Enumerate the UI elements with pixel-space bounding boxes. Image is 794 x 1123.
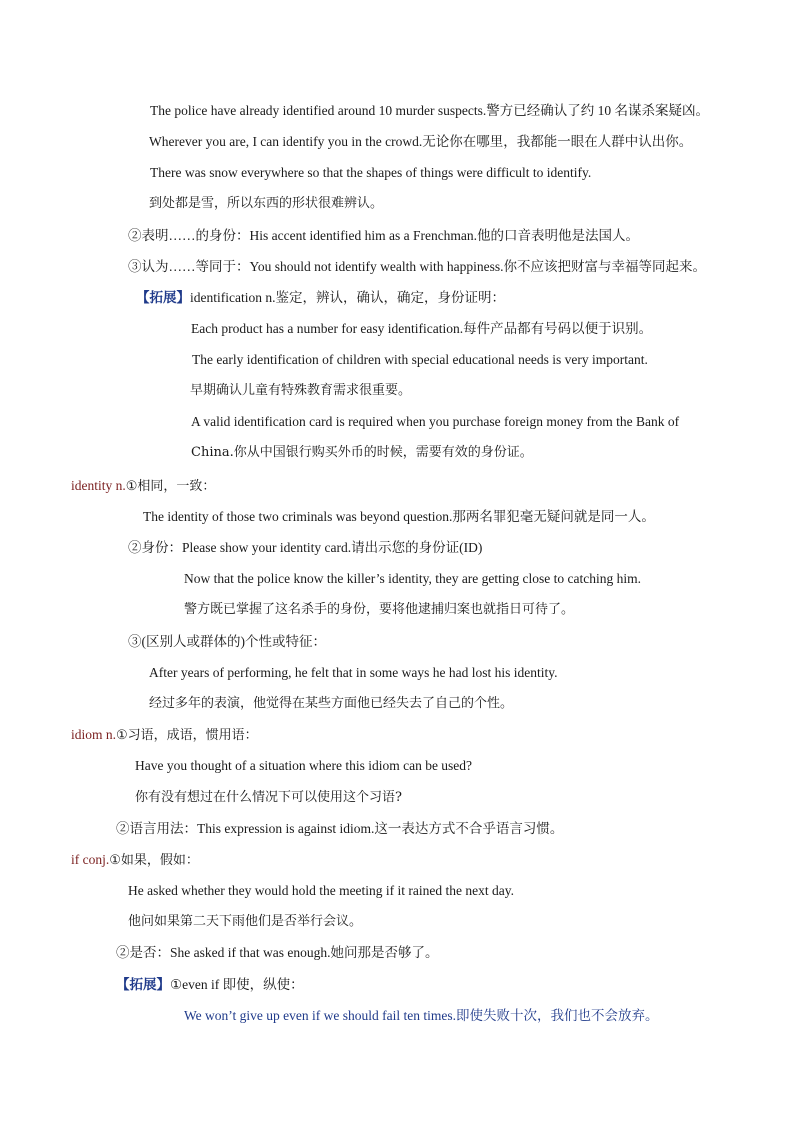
definition-line: ②表明……的身份：His accent identified him as a Frenchman.他的口音表明他是法国人。 [128,228,640,243]
example-translation: 到处都是雪，所以东西的形状很难辨认。 [149,196,384,211]
example-translation: 你有没有想过在什么情况下可以使用这个习语? [135,790,402,805]
example-sentence: He asked whether they would hold the meeting if it rained the next day. [128,883,515,898]
extension-line [116,976,304,994]
headword-definition: ①相同，一致： [125,479,216,494]
entry-idiom [71,726,258,745]
example-sentence: We won’t give up even if we should fail ten times.即使失败十次，我们也不会放弃。 [184,1008,659,1023]
example-sentence: The police have already identified around 10 murder suspects.警方已经确认了约 10 名谋杀案疑凶。 [150,103,710,118]
extension-text: ①even if 即使，纵使： [170,977,304,992]
example-translation: 他问如果第二天下雨他们是否举行会议。 [128,914,363,929]
entry-identity [71,477,215,496]
example-translation: China.你从中国银行购买外币的时候，需要有效的身份证。 [191,445,533,460]
example-sentence: Now that the police know the killer’s identity, they are getting close to catching him. [184,571,642,586]
example-translation: 经过多年的表演，他觉得在某些方面他已经失去了自己的个性。 [149,696,514,711]
headword: idiom n. [71,727,117,742]
example-translation: 早期确认儿童有特殊教育需求很重要。 [190,383,412,398]
definition-line: ②是否：She asked if that was enough.她问那是否够了。 [116,945,439,960]
definition-line: ③认为……等同于：You should not identify wealth with happiness.你不应该把财富与幸福等同起来。 [128,259,706,274]
example-sentence: Wherever you are, I can identify you in the crowd.无论你在哪里，我都能一眼在人群中认出你。 [149,134,693,149]
definition-line: ③(区别人或群体的)个性或特征： [128,634,326,649]
example-sentence: Have you thought of a situation where this idiom can be used? [135,758,473,773]
extension-tag: 【拓展】 [116,977,170,992]
headword: if conj. [71,852,110,867]
example-sentence: After years of performing, he felt that in some ways he had lost his identity. [149,665,558,680]
definition-line: ②身份：Please show your identity card.请出示您的身份证(ID) [128,540,483,555]
headword-definition: ①如果，假如： [109,853,199,868]
headword-definition: ①习语，成语，惯用语： [116,728,258,743]
extension-text: identification n.鉴定，辨认，确认，确定，身份证明： [190,290,505,305]
example-translation: 警方既已掌握了这名杀手的身份，要将他逮捕归案也就指日可待了。 [184,602,575,617]
example-sentence: The identity of those two criminals was beyond question.那两名罪犯毫无疑问就是同一人。 [143,509,655,524]
example-sentence: Each product has a number for easy identification.每件产品都有号码以便于识别。 [191,321,653,336]
headword: identity n. [71,478,126,493]
example-sentence: A valid identification card is required when you purchase foreign money from the Bank of [191,414,680,429]
extension-line [136,289,505,307]
extension-tag: 【拓展】 [136,290,190,305]
example-sentence: The early identification of children with special educational needs is very important. [192,352,648,367]
example-sentence: There was snow everywhere so that the shapes of things were difficult to identify. [150,165,592,180]
entry-if [71,851,199,870]
definition-line: ②语言用法：This expression is against idiom.这一表达方式不合乎语言习惯。 [116,821,564,836]
